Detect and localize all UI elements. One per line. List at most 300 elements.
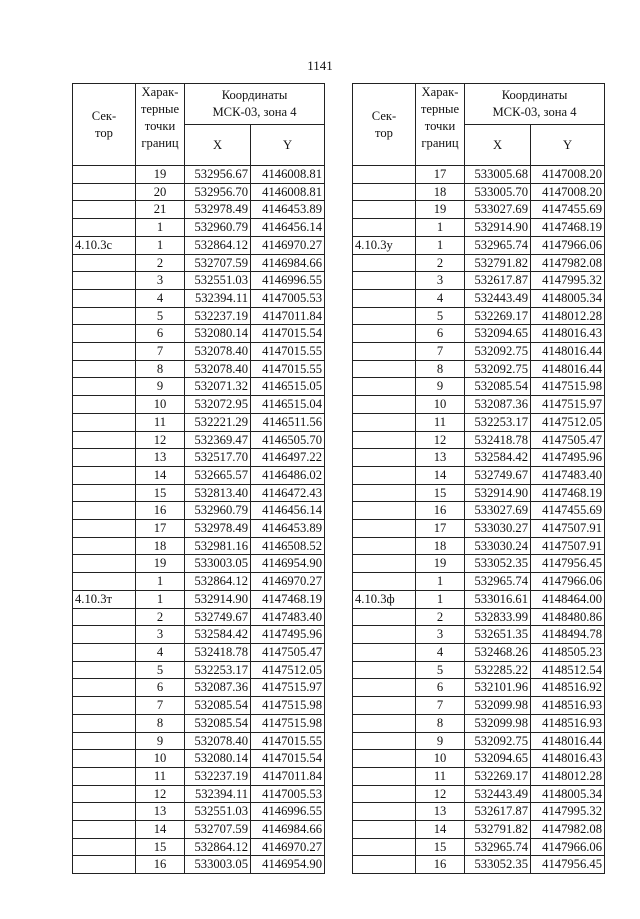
- y-coordinate-cell: 4147495.96: [531, 449, 605, 467]
- x-coordinate-cell: 532965.74: [465, 573, 531, 591]
- table-row: [73, 484, 325, 502]
- y-coordinate-cell: 4147005.53: [251, 785, 325, 803]
- x-coordinate-cell: 532253.17: [465, 413, 531, 431]
- x-coordinate-cell: 532965.74: [465, 236, 531, 254]
- point-number-cell: 7: [416, 697, 465, 715]
- point-number-cell: 17: [416, 166, 465, 184]
- point-number-cell: 19: [416, 201, 465, 219]
- point-number-cell: 7: [136, 697, 185, 715]
- header-coordinates-line1: Координаты: [221, 88, 288, 102]
- y-coordinate-cell: 4147008.20: [531, 183, 605, 201]
- y-coordinate-cell: 4148012.28: [531, 307, 605, 325]
- sector-cell: [353, 821, 416, 839]
- sector-cell: [353, 803, 416, 821]
- sector-cell: [73, 520, 136, 538]
- table-row: [353, 803, 605, 821]
- y-coordinate-cell: 4148016.44: [531, 360, 605, 378]
- header-points-line1: Харак-: [421, 85, 459, 99]
- x-coordinate-cell: 532099.98: [465, 697, 531, 715]
- point-number-cell: 11: [136, 413, 185, 431]
- sector-cell: [73, 378, 136, 396]
- sector-cell: [73, 573, 136, 591]
- page-number: 1141: [307, 58, 333, 73]
- table-row: [73, 307, 325, 325]
- x-coordinate-cell: 533005.68: [465, 166, 531, 184]
- x-coordinate-cell: 532617.87: [465, 803, 531, 821]
- y-coordinate-cell: 4146453.89: [251, 201, 325, 219]
- table-row: [73, 626, 325, 644]
- sector-cell: [73, 732, 136, 750]
- sector-cell: [73, 821, 136, 839]
- x-coordinate-cell: 532101.96: [465, 679, 531, 697]
- table-row: [73, 750, 325, 768]
- table-row: [353, 555, 605, 573]
- x-coordinate-cell: 533005.70: [465, 183, 531, 201]
- point-number-cell: 11: [416, 413, 465, 431]
- y-coordinate-cell: 4147505.47: [531, 431, 605, 449]
- point-number-cell: 1: [136, 573, 185, 591]
- point-number-cell: 16: [136, 856, 185, 874]
- sector-cell: [353, 272, 416, 290]
- table-row: [353, 272, 605, 290]
- point-number-cell: 6: [416, 679, 465, 697]
- x-coordinate-cell: 532914.90: [465, 484, 531, 502]
- header-points-line2: терные: [420, 102, 460, 116]
- sector-cell: [73, 183, 136, 201]
- sector-cell: [353, 360, 416, 378]
- y-coordinate-cell: 4147468.19: [251, 590, 325, 608]
- sector-cell: [73, 219, 136, 237]
- y-coordinate-cell: 4148494.78: [531, 626, 605, 644]
- x-coordinate-cell: 533030.27: [465, 520, 531, 538]
- y-coordinate-cell: 4146984.66: [251, 821, 325, 839]
- sector-cell: [353, 289, 416, 307]
- point-number-cell: 10: [136, 750, 185, 768]
- table-row: [73, 502, 325, 520]
- point-number-cell: 8: [416, 714, 465, 732]
- sector-cell: [353, 679, 416, 697]
- x-coordinate-cell: 532094.65: [465, 750, 531, 768]
- coordinates-table-left: [72, 83, 325, 874]
- y-coordinate-cell: 4146970.27: [251, 573, 325, 591]
- sector-cell: [73, 289, 136, 307]
- table-row: [353, 360, 605, 378]
- y-coordinate-cell: 4147015.54: [251, 750, 325, 768]
- y-coordinate-cell: 4147455.69: [531, 201, 605, 219]
- table-row: [73, 838, 325, 856]
- point-number-cell: 4: [416, 643, 465, 661]
- point-number-cell: 18: [416, 537, 465, 555]
- table-row: [353, 590, 605, 608]
- sector-cell: [73, 767, 136, 785]
- point-number-cell: 3: [136, 272, 185, 290]
- point-number-cell: 13: [416, 803, 465, 821]
- x-coordinate-cell: 532092.75: [465, 343, 531, 361]
- point-number-cell: 7: [136, 343, 185, 361]
- header-coordinates-line1: Координаты: [501, 88, 568, 102]
- header-sector-line2: тор: [95, 125, 113, 140]
- sector-cell: [73, 697, 136, 715]
- point-number-cell: 19: [136, 555, 185, 573]
- point-number-cell: 10: [136, 396, 185, 414]
- point-number-cell: 4: [136, 289, 185, 307]
- table-row: [353, 643, 605, 661]
- sector-cell: 4.10.3ф: [353, 590, 416, 608]
- y-coordinate-cell: 4147495.96: [251, 626, 325, 644]
- header-points-line4: границ: [141, 136, 179, 150]
- table-row: [73, 413, 325, 431]
- point-number-cell: 17: [136, 520, 185, 538]
- point-number-cell: 1: [136, 219, 185, 237]
- point-number-cell: 1: [136, 590, 185, 608]
- point-number-cell: 13: [136, 449, 185, 467]
- point-number-cell: 20: [136, 183, 185, 201]
- header-sector-line2: тор: [375, 125, 393, 140]
- point-number-cell: 12: [416, 431, 465, 449]
- table-row: [73, 697, 325, 715]
- table-row: [73, 679, 325, 697]
- table-row: [73, 608, 325, 626]
- y-coordinate-cell: 4146515.05: [251, 378, 325, 396]
- table-row: [73, 821, 325, 839]
- table-row: [73, 378, 325, 396]
- table-row: [73, 289, 325, 307]
- point-number-cell: 11: [416, 767, 465, 785]
- x-coordinate-cell: 532749.67: [465, 466, 531, 484]
- table-row: [73, 767, 325, 785]
- point-number-cell: 1: [136, 236, 185, 254]
- x-coordinate-cell: 532791.82: [465, 821, 531, 839]
- table-row: [353, 236, 605, 254]
- table-row: [353, 466, 605, 484]
- y-coordinate-cell: 4146970.27: [251, 236, 325, 254]
- sector-cell: [353, 201, 416, 219]
- point-number-cell: 4: [136, 643, 185, 661]
- sector-cell: [73, 661, 136, 679]
- point-number-cell: 9: [416, 732, 465, 750]
- table-row: [353, 714, 605, 732]
- x-coordinate-cell: 532517.70: [185, 449, 251, 467]
- y-coordinate-cell: 4146508.52: [251, 537, 325, 555]
- table-row: [73, 272, 325, 290]
- y-coordinate-cell: 4147956.45: [531, 856, 605, 874]
- table-row: [73, 573, 325, 591]
- point-number-cell: 5: [136, 661, 185, 679]
- y-coordinate-cell: 4148016.44: [531, 343, 605, 361]
- sector-cell: [73, 714, 136, 732]
- sector-cell: [353, 413, 416, 431]
- x-coordinate-cell: 532914.90: [185, 590, 251, 608]
- y-coordinate-cell: 4147982.08: [531, 254, 605, 272]
- point-number-cell: 19: [136, 166, 185, 184]
- sector-cell: [73, 466, 136, 484]
- y-coordinate-cell: 4147015.55: [251, 360, 325, 378]
- table-row: [353, 537, 605, 555]
- y-coordinate-cell: 4147956.45: [531, 555, 605, 573]
- y-coordinate-cell: 4148012.28: [531, 767, 605, 785]
- point-number-cell: 6: [136, 325, 185, 343]
- sector-cell: [353, 732, 416, 750]
- x-coordinate-cell: 532956.70: [185, 183, 251, 201]
- header-points: [136, 84, 185, 166]
- y-coordinate-cell: 4146954.90: [251, 555, 325, 573]
- sector-cell: [353, 307, 416, 325]
- table-row: [353, 502, 605, 520]
- header-coordinates-line2: МСК-03, зона 4: [492, 105, 577, 119]
- sector-cell: [353, 537, 416, 555]
- sector-cell: [353, 555, 416, 573]
- y-coordinate-cell: 4147515.98: [251, 714, 325, 732]
- x-coordinate-cell: 532285.22: [465, 661, 531, 679]
- y-coordinate-cell: 4146486.02: [251, 466, 325, 484]
- x-coordinate-cell: 532813.40: [185, 484, 251, 502]
- table-row: [73, 803, 325, 821]
- x-coordinate-cell: 532551.03: [185, 272, 251, 290]
- y-coordinate-cell: 4147507.91: [531, 537, 605, 555]
- point-number-cell: 5: [136, 307, 185, 325]
- x-coordinate-cell: 532078.40: [185, 732, 251, 750]
- sector-cell: [353, 378, 416, 396]
- sector-cell: [353, 166, 416, 184]
- x-coordinate-cell: 532092.75: [465, 360, 531, 378]
- point-number-cell: 11: [136, 767, 185, 785]
- sector-cell: [73, 555, 136, 573]
- y-coordinate-cell: 4147011.84: [251, 307, 325, 325]
- point-number-cell: 19: [416, 555, 465, 573]
- y-coordinate-cell: 4146954.90: [251, 856, 325, 874]
- y-coordinate-cell: 4147515.98: [251, 697, 325, 715]
- y-coordinate-cell: 4147515.97: [531, 396, 605, 414]
- y-coordinate-cell: 4147483.40: [251, 608, 325, 626]
- x-coordinate-cell: 532956.67: [185, 166, 251, 184]
- sector-cell: [73, 360, 136, 378]
- point-number-cell: 10: [416, 750, 465, 768]
- x-coordinate-cell: 532864.12: [185, 573, 251, 591]
- sector-cell: [73, 838, 136, 856]
- point-number-cell: 3: [416, 272, 465, 290]
- table-row: [73, 732, 325, 750]
- x-coordinate-cell: 532237.19: [185, 307, 251, 325]
- sector-cell: [73, 750, 136, 768]
- point-number-cell: 2: [416, 608, 465, 626]
- table-row: [353, 750, 605, 768]
- coordinates-table-right: [352, 83, 605, 874]
- point-number-cell: 18: [136, 537, 185, 555]
- x-coordinate-cell: 532369.47: [185, 431, 251, 449]
- x-coordinate-cell: 533052.35: [465, 555, 531, 573]
- table-row: [353, 679, 605, 697]
- y-coordinate-cell: 4146505.70: [251, 431, 325, 449]
- y-coordinate-cell: 4147483.40: [531, 466, 605, 484]
- sector-cell: [73, 484, 136, 502]
- y-coordinate-cell: 4147505.47: [251, 643, 325, 661]
- x-coordinate-cell: 533030.24: [465, 537, 531, 555]
- x-coordinate-cell: 532072.95: [185, 396, 251, 414]
- y-coordinate-cell: 4148516.93: [531, 714, 605, 732]
- x-coordinate-cell: 533003.05: [185, 856, 251, 874]
- sector-cell: [353, 449, 416, 467]
- point-number-cell: 8: [416, 360, 465, 378]
- x-coordinate-cell: 532584.42: [465, 449, 531, 467]
- x-coordinate-cell: 533052.35: [465, 856, 531, 874]
- point-number-cell: 5: [416, 307, 465, 325]
- x-coordinate-cell: 532085.54: [465, 378, 531, 396]
- x-coordinate-cell: 532864.12: [185, 236, 251, 254]
- x-coordinate-cell: 532099.98: [465, 714, 531, 732]
- y-coordinate-cell: 4147008.20: [531, 166, 605, 184]
- y-coordinate-cell: 4147512.05: [531, 413, 605, 431]
- sector-cell: [73, 537, 136, 555]
- header-sector: [353, 84, 416, 166]
- sector-cell: [73, 785, 136, 803]
- y-coordinate-cell: 4146456.14: [251, 502, 325, 520]
- table-body-right: [353, 166, 605, 874]
- y-coordinate-cell: 4147015.55: [251, 343, 325, 361]
- y-coordinate-cell: 4147966.06: [531, 236, 605, 254]
- y-coordinate-cell: 4148480.86: [531, 608, 605, 626]
- point-number-cell: 1: [416, 236, 465, 254]
- table-row: [73, 643, 325, 661]
- y-coordinate-cell: 4147455.69: [531, 502, 605, 520]
- y-coordinate-cell: 4147966.06: [531, 573, 605, 591]
- sector-cell: [353, 466, 416, 484]
- point-number-cell: 17: [416, 520, 465, 538]
- sector-cell: [353, 608, 416, 626]
- sector-cell: [73, 272, 136, 290]
- sector-cell: [353, 520, 416, 538]
- x-coordinate-cell: 532468.26: [465, 643, 531, 661]
- table-row: [353, 325, 605, 343]
- point-number-cell: 12: [136, 785, 185, 803]
- x-coordinate-cell: 532394.11: [185, 785, 251, 803]
- point-number-cell: 7: [416, 343, 465, 361]
- y-coordinate-cell: 4148016.44: [531, 732, 605, 750]
- point-number-cell: 2: [416, 254, 465, 272]
- header-x: X: [185, 125, 251, 166]
- sector-cell: [353, 750, 416, 768]
- header-points-line1: Харак-: [141, 85, 179, 99]
- point-number-cell: 6: [416, 325, 465, 343]
- header-points-line4: границ: [421, 136, 459, 150]
- table-row: [73, 360, 325, 378]
- table-row: [353, 520, 605, 538]
- x-coordinate-cell: 532094.65: [465, 325, 531, 343]
- header-y: Y: [251, 125, 325, 166]
- sector-cell: [73, 803, 136, 821]
- table-row: [353, 484, 605, 502]
- header-points-line2: терные: [140, 102, 180, 116]
- x-coordinate-cell: 532080.14: [185, 325, 251, 343]
- sector-cell: [353, 219, 416, 237]
- x-coordinate-cell: 532864.12: [185, 838, 251, 856]
- x-coordinate-cell: 532078.40: [185, 343, 251, 361]
- table-row: [73, 555, 325, 573]
- x-coordinate-cell: 532085.54: [185, 697, 251, 715]
- header-sector: [73, 84, 136, 166]
- table-row: [73, 236, 325, 254]
- sector-cell: [73, 307, 136, 325]
- y-coordinate-cell: 4148005.34: [531, 785, 605, 803]
- table-row: [353, 856, 605, 874]
- x-coordinate-cell: 532978.49: [185, 201, 251, 219]
- sector-cell: [353, 838, 416, 856]
- y-coordinate-cell: 4147515.97: [251, 679, 325, 697]
- x-coordinate-cell: 532253.17: [185, 661, 251, 679]
- table-row: [353, 378, 605, 396]
- x-coordinate-cell: 532269.17: [465, 307, 531, 325]
- y-coordinate-cell: 4147015.54: [251, 325, 325, 343]
- y-coordinate-cell: 4148464.00: [531, 590, 605, 608]
- table-row: [73, 325, 325, 343]
- sector-cell: [73, 449, 136, 467]
- point-number-cell: 14: [416, 821, 465, 839]
- sector-cell: [353, 714, 416, 732]
- sector-cell: [353, 343, 416, 361]
- table-row: [353, 413, 605, 431]
- y-coordinate-cell: 4147015.55: [251, 732, 325, 750]
- sector-cell: [353, 767, 416, 785]
- y-coordinate-cell: 4146456.14: [251, 219, 325, 237]
- sector-cell: [73, 502, 136, 520]
- x-coordinate-cell: 532092.75: [465, 732, 531, 750]
- table-row: [353, 661, 605, 679]
- point-number-cell: 5: [416, 661, 465, 679]
- point-number-cell: 14: [136, 821, 185, 839]
- y-coordinate-cell: 4146996.55: [251, 272, 325, 290]
- x-coordinate-cell: 532443.49: [465, 289, 531, 307]
- table-row: [73, 343, 325, 361]
- sector-cell: [73, 643, 136, 661]
- table-row: [73, 219, 325, 237]
- y-coordinate-cell: 4147512.05: [251, 661, 325, 679]
- table-row: [73, 714, 325, 732]
- x-coordinate-cell: 532665.57: [185, 466, 251, 484]
- point-number-cell: 12: [136, 431, 185, 449]
- table-row: [353, 785, 605, 803]
- sector-cell: 4.10.3т: [73, 590, 136, 608]
- sector-cell: [353, 325, 416, 343]
- x-coordinate-cell: 532087.36: [185, 679, 251, 697]
- table-row: [353, 254, 605, 272]
- sector-cell: [73, 626, 136, 644]
- table-row: [353, 697, 605, 715]
- y-coordinate-cell: 4146515.04: [251, 396, 325, 414]
- point-number-cell: 4: [416, 289, 465, 307]
- sector-cell: [73, 166, 136, 184]
- table-row: [73, 856, 325, 874]
- table-row: [353, 626, 605, 644]
- header-coordinates: [465, 84, 605, 125]
- x-coordinate-cell: 532443.49: [465, 785, 531, 803]
- header-points: [416, 84, 465, 166]
- y-coordinate-cell: 4147468.19: [531, 484, 605, 502]
- x-coordinate-cell: 532078.40: [185, 360, 251, 378]
- sector-cell: [73, 679, 136, 697]
- header-coordinates: [185, 84, 325, 125]
- y-coordinate-cell: 4148016.43: [531, 750, 605, 768]
- table-row: [73, 183, 325, 201]
- table-body-left: [73, 166, 325, 874]
- x-coordinate-cell: 533027.69: [465, 201, 531, 219]
- sector-cell: [73, 608, 136, 626]
- sector-cell: [73, 343, 136, 361]
- sector-cell: [73, 413, 136, 431]
- table-row: [73, 520, 325, 538]
- sector-cell: [73, 254, 136, 272]
- x-coordinate-cell: 532914.90: [465, 219, 531, 237]
- x-coordinate-cell: 532960.79: [185, 219, 251, 237]
- y-coordinate-cell: 4147507.91: [531, 520, 605, 538]
